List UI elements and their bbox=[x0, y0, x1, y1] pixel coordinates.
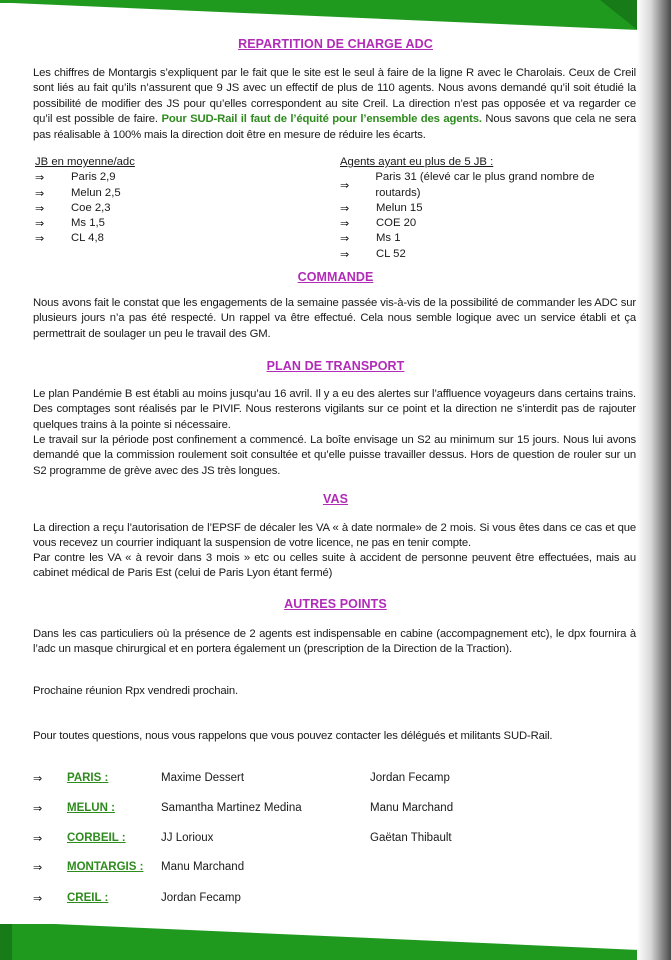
contact-person: JJ Lorioux bbox=[161, 832, 214, 844]
list-item-text: Melun 2,5 bbox=[71, 186, 121, 199]
plan-paragraph-1: Le plan Pandémie B est établi au moins jusqu’au 16 avril. Il y a eu des alertes sur l’affluence voyageurs dans certains trains. Des comptages sont réalisés par le PIVIF. Nous resterons vigilants sur ce point et la direction ne s’interdit pas de rajouter quelques trains à la pointe si nécessaire. bbox=[33, 388, 636, 431]
vas-paragraph-1: La direction a reçu l’autorisation de l’EPSF de décaler les VA « à date normale» de 2 mois. Si vous êtes dans ce cas et que vous recevez un courrier indiquant la suspension de votre licence, ne pas en tenir compte. bbox=[33, 522, 636, 550]
contact-row bbox=[33, 861, 638, 879]
vas-paragraph-2: Par contre les VA « à revoir dans 3 mois » etc ou celles suite à accident de personne peuvent être effectuées, mais au cabinet médical de Paris Est (celui de Paris Lyon étant fermé) bbox=[33, 552, 636, 580]
autres-paragraph: Dans les cas particuliers où la présence de 2 agents est indispensable en cabine (accompagnement etc), le dpx fournira à l’adc un masque chirurgical et en portera également un (prescription de la Direction de la Traction). bbox=[33, 628, 636, 656]
top-green-band bbox=[0, 0, 671, 32]
agents-list bbox=[340, 155, 638, 262]
arrow-icon: ⇒ bbox=[35, 217, 45, 231]
plan-paragraph-2: Le travail sur la période post confinement a commencé. La boîte envisage un S2 au minimum sur 15 jours. Nous lui avons demandé que la commission roulement soit consultée et qu’elle puisse travailler dessus. Hors de question de rouler sur un S2 programme de grève avec des JS très longues. bbox=[33, 434, 636, 477]
commande-paragraph: Nous avons fait le constat que les engagements de la semaine passée vis-à-vis de la possibilité de commander les ADC sur plusieurs jours n’a pas été respecté. Un rappel va être effectué. Cela nous semble logique avec un service établi et ça permettrait de soulager un peu le travail des GM. bbox=[33, 297, 636, 340]
list-item-text: Coe 2,3 bbox=[71, 201, 111, 214]
contact-person: Jordan Fecamp bbox=[161, 892, 241, 904]
section-title-commande: COMMANDE bbox=[297, 270, 374, 284]
arrow-icon: ⇒ bbox=[33, 832, 43, 845]
contact-person: Manu Marchand bbox=[370, 802, 454, 814]
contact-row bbox=[33, 892, 638, 910]
reunion-note: Prochaine réunion Rpx vendredi prochain. bbox=[33, 685, 239, 697]
list-item bbox=[340, 216, 638, 231]
arrow-icon: ⇒ bbox=[35, 186, 45, 200]
list-item bbox=[340, 247, 638, 262]
contact-person: Gaëtan Thibault bbox=[370, 832, 452, 844]
arrow-icon: ⇒ bbox=[35, 171, 45, 185]
arrow-icon: ⇒ bbox=[340, 178, 350, 192]
list-item-text: Ms 1 bbox=[376, 232, 401, 245]
repartition-paragraph bbox=[33, 66, 636, 143]
section-title-vas: VAS bbox=[322, 492, 349, 506]
sudrail-equity-statement: Pour SUD-Rail il faut de l’équité pour l’ensemble des agents. bbox=[161, 113, 482, 126]
arrow-icon: ⇒ bbox=[33, 861, 43, 874]
page-edge-shadow bbox=[637, 0, 671, 960]
top-band-graphic bbox=[0, 0, 671, 32]
section-title-autres-points: AUTRES POINTS bbox=[284, 597, 387, 611]
arrow-icon: ⇒ bbox=[33, 892, 43, 905]
list-item-text: Ms 1,5 bbox=[71, 217, 105, 230]
bottom-band-graphic bbox=[0, 924, 671, 960]
contact-row bbox=[33, 772, 638, 790]
repartition-text-before: Les chiffres de Montargis s’expliquent par le fait que le site est le seul à faire de la ligne R avec le Charolais. Ceux de Creil sont liés au fait qu’ils n’assurent que 9 JS avec un effectif de plus de 110 agents. Nous avons demandé qu’il soit étudié la possibilité de modifier des JS pour qu’elles correspondent au site Creil. La direction n’est pas opposée et va regarder ce qu’il est possible de faire. bbox=[33, 67, 636, 126]
jb-list-header: JB en moyenne/adc bbox=[35, 156, 135, 168]
questions-note: Pour toutes questions, nous vous rappelons que vous pouvez contacter les délégués et militants SUD-Rail. bbox=[33, 730, 553, 742]
section-title-repartition: REPARTITION DE CHARGE ADC bbox=[238, 37, 433, 51]
arrow-icon: ⇒ bbox=[35, 201, 45, 215]
list-item-text: Paris 31 (élevé car le plus grand nombre de routards) bbox=[375, 171, 595, 199]
contact-city: MELUN : bbox=[67, 802, 115, 814]
contact-person: Samantha Martinez Medina bbox=[161, 802, 302, 814]
agents-list-header: Agents ayant eu plus de 5 JB : bbox=[340, 156, 494, 168]
list-item bbox=[340, 201, 638, 216]
contact-row bbox=[33, 802, 638, 820]
list-item bbox=[35, 170, 325, 185]
repartition-text-after: Nous savons que cela ne sera pas réalisable à 100% mais la direction doit être en mesure de réduire les écarts. bbox=[33, 113, 636, 141]
arrow-icon: ⇒ bbox=[340, 232, 350, 246]
list-item-text: CL 4,8 bbox=[71, 232, 104, 245]
contact-city: PARIS : bbox=[67, 772, 109, 784]
list-item bbox=[35, 231, 325, 246]
arrow-icon: ⇒ bbox=[35, 232, 45, 246]
arrow-icon: ⇒ bbox=[340, 247, 350, 261]
contact-city: MONTARGIS : bbox=[67, 861, 144, 873]
contact-row bbox=[33, 832, 638, 850]
list-item bbox=[35, 216, 325, 231]
section-title-plan-de-transport: PLAN DE TRANSPORT bbox=[266, 359, 405, 373]
list-item-text: CL 52 bbox=[376, 247, 406, 260]
list-item bbox=[35, 186, 325, 201]
contact-person: Jordan Fecamp bbox=[370, 772, 450, 784]
list-item bbox=[35, 201, 325, 216]
list-item-text: Melun 15 bbox=[376, 201, 423, 214]
list-item-text: Paris 2,9 bbox=[71, 171, 116, 184]
arrow-icon: ⇒ bbox=[340, 217, 350, 231]
arrow-icon: ⇒ bbox=[340, 201, 350, 215]
list-item bbox=[340, 170, 638, 201]
arrow-icon: ⇒ bbox=[33, 802, 43, 815]
arrow-icon: ⇒ bbox=[33, 772, 43, 785]
list-item-text: COE 20 bbox=[376, 217, 417, 230]
jb-list bbox=[35, 155, 325, 247]
contact-person: Manu Marchand bbox=[161, 861, 245, 873]
contact-person: Maxime Dessert bbox=[161, 772, 245, 784]
bottom-green-band bbox=[0, 924, 671, 960]
contact-city: CORBEIL : bbox=[67, 832, 126, 844]
list-item bbox=[340, 231, 638, 246]
contact-city: CREIL : bbox=[67, 892, 109, 904]
